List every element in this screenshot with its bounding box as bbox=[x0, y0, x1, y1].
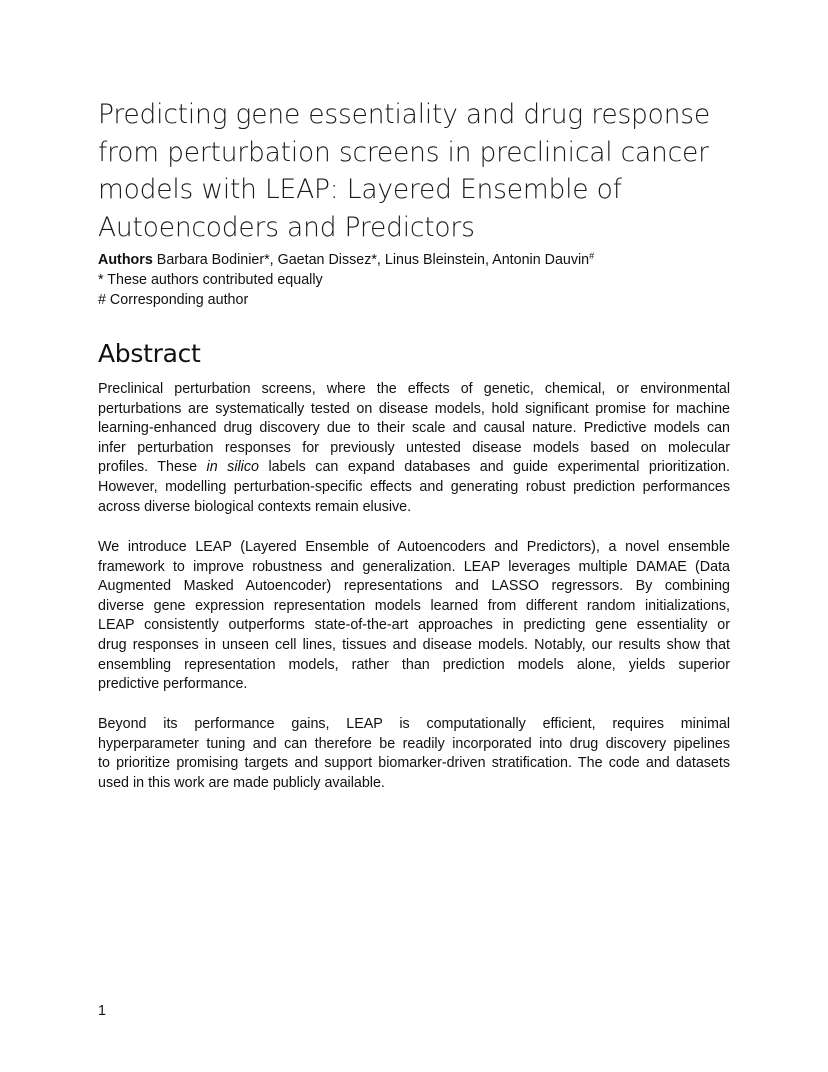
corresponding-mark: # bbox=[589, 251, 595, 261]
line-suffix: labels can expand databases and guide experimental prioritization. bbox=[258, 459, 730, 476]
authors-label: Authors bbox=[98, 252, 153, 268]
page-number: 1 bbox=[98, 1003, 106, 1019]
paragraph-line: predictive performance. bbox=[98, 676, 248, 693]
paragraph-line: hyperparameter tuning and can therefore be readily incorporated into drug discovery pipelines bbox=[98, 735, 730, 752]
paragraph-line: infer perturbation responses for previously untested disease models based on molecular bbox=[98, 439, 730, 456]
paragraph-line: used in this work are made publicly available. bbox=[98, 774, 385, 791]
equal-contribution-note: * These authors contributed equally bbox=[98, 271, 323, 288]
paragraph-line: to prioritize promising targets and support biomarker-driven stratification. The code and datasets bbox=[98, 755, 730, 772]
title-line: from perturbation screens in preclinical cancer bbox=[98, 136, 709, 168]
title-line: models with LEAP: Layered Ensemble of bbox=[98, 174, 622, 206]
paragraph-line: Preclinical perturbation screens, where the effects of genetic, chemical, or environmental bbox=[98, 381, 730, 397]
italic-term: in silico bbox=[206, 459, 259, 476]
paragraph-line: We introduce LEAP (Layered Ensemble of Autoencoders and Predictors), a novel ensemble bbox=[98, 539, 730, 555]
paragraph-line: However, modelling perturbation-specific effects and generating robust prediction performances bbox=[98, 478, 730, 495]
author-block bbox=[98, 251, 594, 310]
author-names: Barbara Bodinier*, Gaetan Dissez*, Linus Bleinstein, Antonin Dauvin bbox=[156, 252, 590, 268]
paragraph-line: ensembling representation models, rather than prediction models alone, yields superior bbox=[98, 656, 730, 673]
paragraph-line: diverse gene expression representation models learned from different random initializations, bbox=[98, 597, 730, 614]
paragraph-line: LEAP consistently outperforms state-of-the-art approaches in predicting gene essentiality or bbox=[98, 617, 730, 634]
author-line bbox=[98, 251, 594, 271]
paragraph-line: learning-enhanced drug discovery due to their scale and causal nature. Predictive models can bbox=[98, 420, 730, 437]
paragraph-line: drug responses in unseen cell lines, tissues and disease models. Notably, our results show that bbox=[98, 636, 730, 653]
paragraph-line: perturbations are systematically tested on disease models, hold significant promise for machine bbox=[98, 400, 730, 417]
corresponding-author-note: # Corresponding author bbox=[98, 291, 249, 308]
paragraph-line: across diverse biological contexts remain elusive. bbox=[98, 498, 412, 515]
paragraph-line-with-italic bbox=[98, 458, 730, 478]
paragraph-line: framework to improve robustness and generalization. LEAP leverages multiple DAMAE (Data bbox=[98, 558, 730, 575]
paper-title bbox=[98, 96, 738, 247]
title-line: Predicting gene essentiality and drug response bbox=[98, 99, 710, 130]
title-line: Autoencoders and Predictors bbox=[98, 212, 475, 244]
abstract-paragraph-3 bbox=[98, 715, 730, 793]
abstract-heading: Abstract bbox=[98, 339, 201, 368]
paragraph-line: Augmented Masked Autoencoder) representations and LASSO regressors. By combining bbox=[98, 578, 730, 595]
paragraph-line: Beyond its performance gains, LEAP is computationally efficient, requires minimal bbox=[98, 716, 730, 732]
abstract-paragraph-1 bbox=[98, 380, 730, 517]
line-prefix: profiles. These bbox=[98, 459, 207, 476]
abstract-paragraph-2 bbox=[98, 538, 730, 695]
